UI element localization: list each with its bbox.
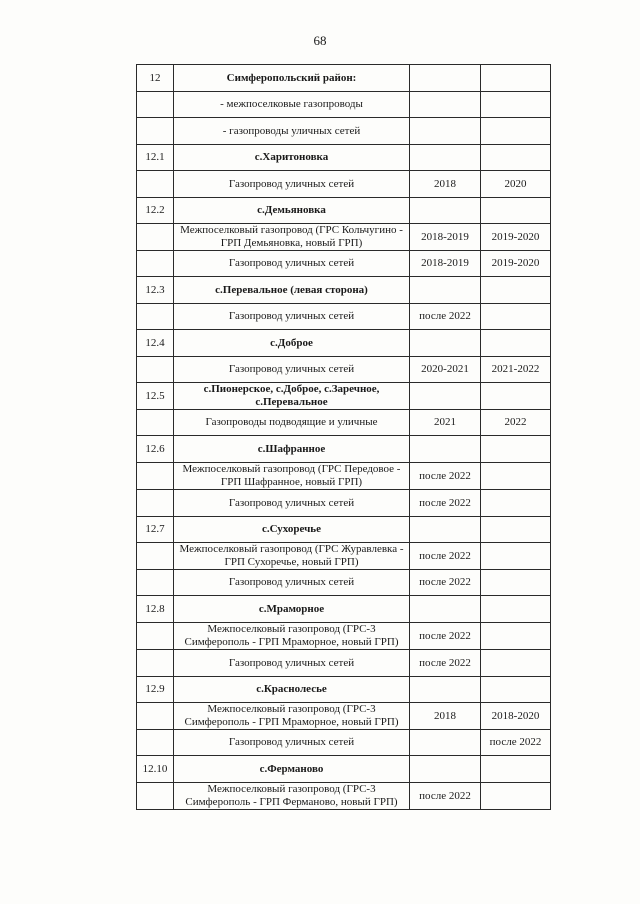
cell-number: [137, 118, 174, 145]
cell-number: 12.5: [137, 383, 174, 410]
cell-end: [481, 623, 551, 650]
cell-start: после 2022: [410, 570, 481, 596]
cell-start: [410, 330, 481, 357]
table-row: [137, 357, 551, 383]
cell-name: с.Харитоновка: [174, 145, 410, 171]
cell-end: [481, 145, 551, 171]
cell-end: [481, 436, 551, 463]
cell-end: 2018-2020: [481, 703, 551, 730]
cell-name: с.Перевальное (левая сторона): [174, 277, 410, 304]
cell-name: Межпоселковый газопровод (ГРС Кольчугино - ГРП Демьяновка, новый ГРП): [174, 224, 410, 251]
table-row: [137, 224, 551, 251]
cell-end: после 2022: [481, 730, 551, 756]
cell-number: [137, 783, 174, 810]
cell-number: [137, 357, 174, 383]
cell-name: Газопровод уличных сетей: [174, 304, 410, 330]
cell-name: с.Фермановo: [174, 756, 410, 783]
cell-number: 12.3: [137, 277, 174, 304]
cell-start: 2018-2019: [410, 224, 481, 251]
cell-number: 12.9: [137, 677, 174, 703]
table-row: [137, 118, 551, 145]
cell-end: [481, 570, 551, 596]
cell-end: [481, 490, 551, 517]
cell-start: 2020-2021: [410, 357, 481, 383]
cell-name: Межпоселковый газопровод (ГРС Передовое - ГРП Шафранное, новый ГРП): [174, 463, 410, 490]
cell-name: - межпоселковые газопроводы: [174, 92, 410, 118]
cell-number: 12.10: [137, 756, 174, 783]
table-row-section: [137, 277, 551, 304]
cell-name: Межпоселковый газопровод (ГРС-3 Симферополь - ГРП Мраморное, новый ГРП): [174, 623, 410, 650]
cell-start: после 2022: [410, 304, 481, 330]
cell-end: [481, 198, 551, 224]
cell-number: [137, 92, 174, 118]
table-row: [137, 703, 551, 730]
gas-pipeline-table: [136, 64, 551, 810]
cell-number: [137, 650, 174, 677]
cell-name: с.Пионерское, с.Доброе, с.Заречное, с.Перевальное: [174, 383, 410, 410]
cell-name: с.Сухоречье: [174, 517, 410, 543]
cell-end: [481, 304, 551, 330]
cell-number: 12.6: [137, 436, 174, 463]
cell-start: [410, 517, 481, 543]
table-row-section: [137, 756, 551, 783]
table-row: [137, 650, 551, 677]
cell-start: [410, 277, 481, 304]
cell-end: [481, 596, 551, 623]
table-row: [137, 730, 551, 756]
cell-start: после 2022: [410, 463, 481, 490]
cell-end: [481, 650, 551, 677]
cell-end: [481, 277, 551, 304]
cell-number: [137, 251, 174, 277]
cell-end: [481, 463, 551, 490]
cell-number: [137, 730, 174, 756]
cell-start: 2021: [410, 410, 481, 436]
page-number: 68: [313, 33, 327, 48]
cell-number: 12: [137, 65, 174, 92]
cell-name: Межпоселковый газопровод (ГРС-3 Симферополь - ГРП Фермановo, новый ГРП): [174, 783, 410, 810]
cell-start: [410, 756, 481, 783]
cell-start: [410, 145, 481, 171]
table-row-section: [137, 436, 551, 463]
cell-name: Газопровод уличных сетей: [174, 570, 410, 596]
cell-name: Межпоселковый газопровод (ГРС-3 Симферополь - ГРП Мраморное, новый ГРП): [174, 703, 410, 730]
cell-start: [410, 198, 481, 224]
cell-name: Газопровод уличных сетей: [174, 251, 410, 277]
table-row: [137, 783, 551, 810]
table-row-section: [137, 383, 551, 410]
table-row-section: [137, 517, 551, 543]
cell-end: 2020: [481, 171, 551, 198]
cell-number: 12.4: [137, 330, 174, 357]
cell-end: 2022: [481, 410, 551, 436]
cell-end: [481, 383, 551, 410]
table-row: [137, 570, 551, 596]
table-row-section: [137, 65, 551, 92]
cell-number: [137, 224, 174, 251]
cell-number: [137, 463, 174, 490]
cell-start: 2018-2019: [410, 251, 481, 277]
cell-name: Газопровод уличных сетей: [174, 490, 410, 517]
table-row: [137, 171, 551, 198]
cell-start: [410, 118, 481, 145]
cell-start: [410, 677, 481, 703]
cell-start: [410, 436, 481, 463]
cell-name: Газопроводы подводящие и уличные: [174, 410, 410, 436]
cell-end: [481, 92, 551, 118]
cell-name: Газопровод уличных сетей: [174, 650, 410, 677]
cell-end: 2021-2022: [481, 357, 551, 383]
cell-number: [137, 304, 174, 330]
cell-start: [410, 92, 481, 118]
table-row: [137, 92, 551, 118]
table-row: [137, 490, 551, 517]
table-row: [137, 543, 551, 570]
cell-number: 12.7: [137, 517, 174, 543]
cell-name: с.Шафранное: [174, 436, 410, 463]
cell-end: [481, 543, 551, 570]
cell-name: Газопровод уличных сетей: [174, 357, 410, 383]
table-row: [137, 304, 551, 330]
cell-end: [481, 783, 551, 810]
cell-start: после 2022: [410, 543, 481, 570]
cell-start: после 2022: [410, 783, 481, 810]
cell-number: [137, 171, 174, 198]
cell-start: [410, 65, 481, 92]
cell-start: 2018: [410, 703, 481, 730]
cell-number: [137, 703, 174, 730]
cell-number: [137, 410, 174, 436]
cell-name: - газопроводы уличных сетей: [174, 118, 410, 145]
cell-start: [410, 383, 481, 410]
cell-name: с.Краснолесье: [174, 677, 410, 703]
cell-end: [481, 756, 551, 783]
cell-start: [410, 596, 481, 623]
cell-name: Симферопольский район:: [174, 65, 410, 92]
cell-start: после 2022: [410, 650, 481, 677]
table-row: [137, 251, 551, 277]
cell-end: [481, 118, 551, 145]
cell-end: 2019-2020: [481, 224, 551, 251]
cell-start: после 2022: [410, 623, 481, 650]
cell-name: Межпоселковый газопровод (ГРС Журавлевка - ГРП Сухоречье, новый ГРП): [174, 543, 410, 570]
cell-number: 12.2: [137, 198, 174, 224]
cell-end: [481, 65, 551, 92]
cell-number: [137, 623, 174, 650]
cell-end: 2019-2020: [481, 251, 551, 277]
cell-start: 2018: [410, 171, 481, 198]
cell-start: после 2022: [410, 490, 481, 517]
table-row-section: [137, 145, 551, 171]
cell-end: [481, 677, 551, 703]
table-row-section: [137, 677, 551, 703]
table-row-section: [137, 330, 551, 357]
table-row-section: [137, 198, 551, 224]
cell-number: 12.8: [137, 596, 174, 623]
cell-name: с.Демьяновка: [174, 198, 410, 224]
cell-name: с.Доброе: [174, 330, 410, 357]
cell-name: Газопровод уличных сетей: [174, 171, 410, 198]
cell-number: [137, 490, 174, 517]
table-row: [137, 410, 551, 436]
cell-number: [137, 570, 174, 596]
cell-end: [481, 517, 551, 543]
cell-number: [137, 543, 174, 570]
table-row: [137, 623, 551, 650]
table-row: [137, 463, 551, 490]
cell-end: [481, 330, 551, 357]
table-row-section: [137, 596, 551, 623]
cell-number: 12.1: [137, 145, 174, 171]
table-body: [137, 65, 551, 810]
cell-name: с.Мраморное: [174, 596, 410, 623]
cell-start: [410, 730, 481, 756]
cell-name: Газопровод уличных сетей: [174, 730, 410, 756]
